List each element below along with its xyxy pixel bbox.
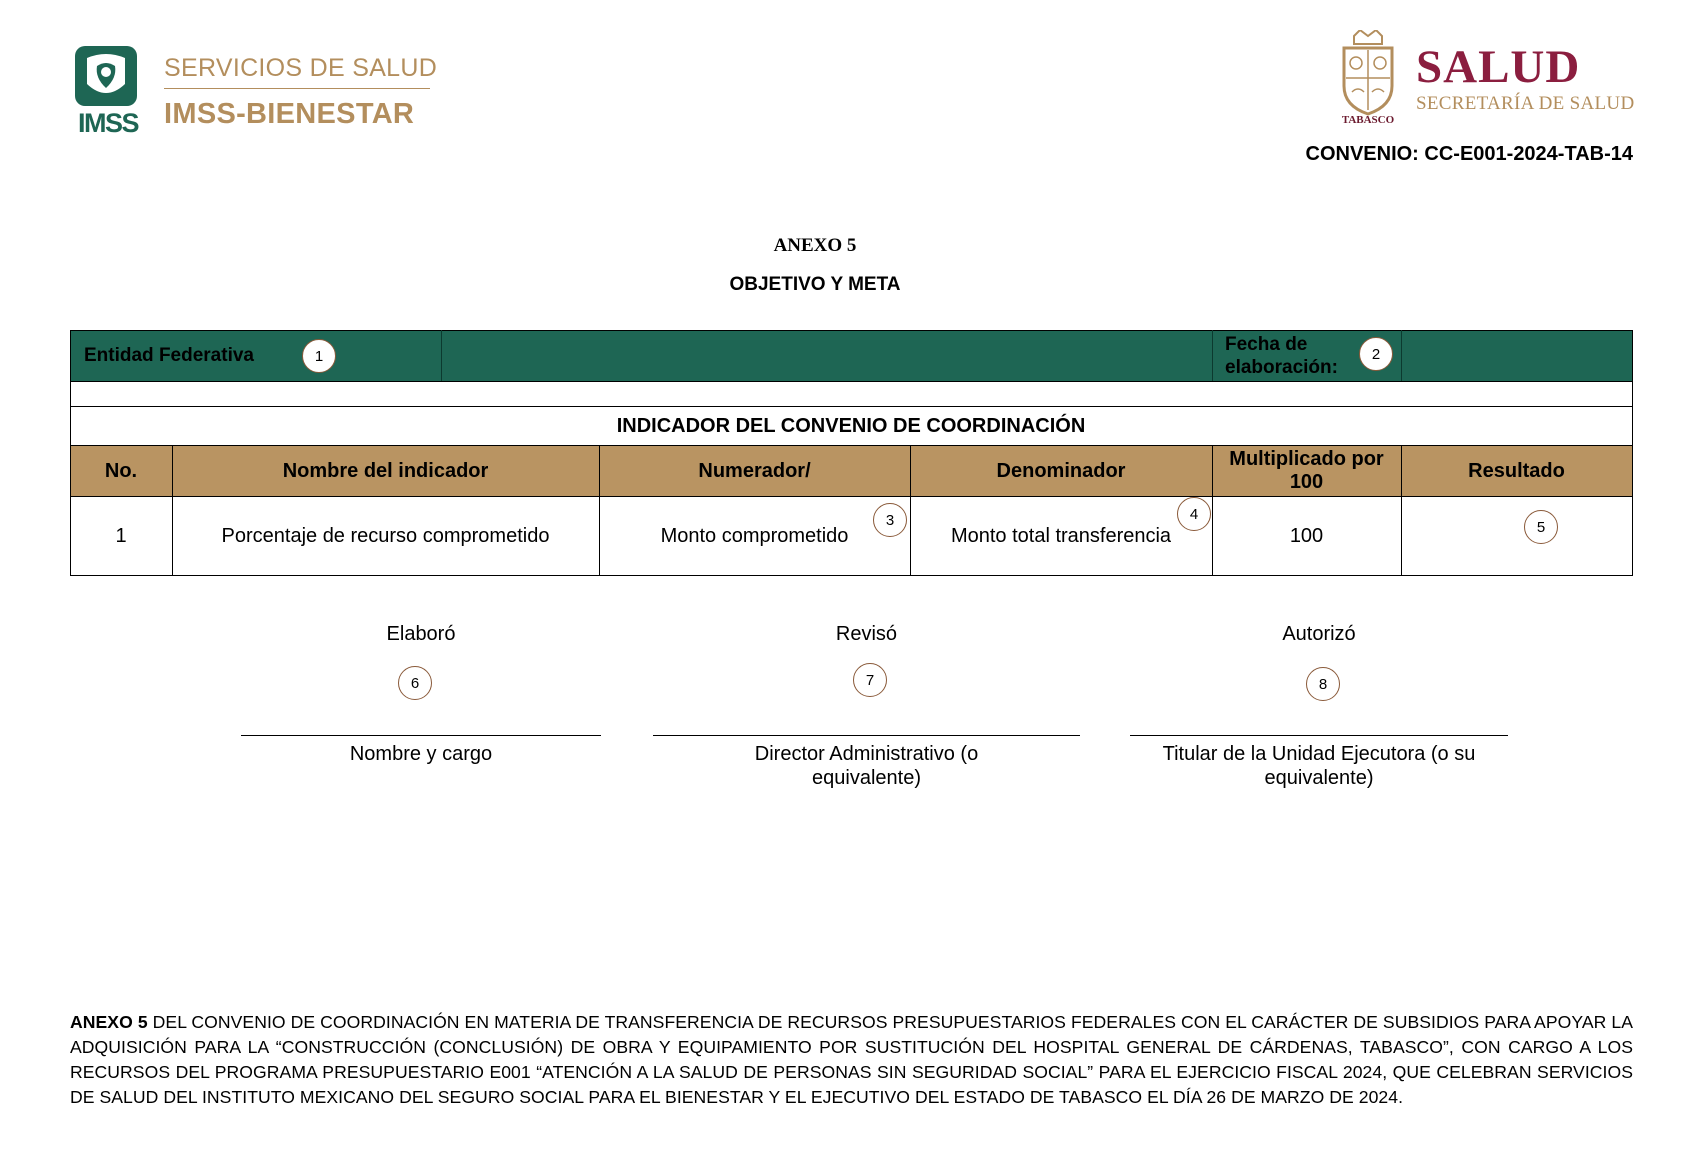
section-title: INDICADOR DEL CONVENIO DE COORDINACIÓN: [616, 414, 1086, 437]
salud-title: SALUD: [1416, 41, 1581, 93]
table-border: [1632, 330, 1633, 576]
marker-6: 6: [398, 666, 432, 700]
convenio-number: CONVENIO: CC-E001-2024-TAB-14: [1305, 143, 1633, 165]
column-header: Nombre del indicador: [282, 459, 489, 482]
salud-subtitle: SECRETARÍA DE SALUD: [1416, 93, 1635, 114]
crest-label: TABASCO: [1341, 114, 1395, 126]
table-border: [70, 330, 1633, 331]
signature-label-elaboro: Elaboró: [386, 623, 456, 645]
column-header: Resultado: [1468, 459, 1565, 482]
table-border: [1401, 445, 1402, 576]
table-cell: Monto total transferencia: [950, 524, 1172, 547]
annex-subtitle: OBJETIVO Y META: [729, 274, 901, 295]
tabasco-crest-icon: [1336, 30, 1400, 118]
signature-caption: Nombre y cargo: [349, 743, 493, 765]
table-cell: [1401, 497, 1632, 575]
marker-4: 4: [1177, 497, 1211, 531]
brand-line-services: SERVICIOS DE SALUD: [164, 54, 438, 82]
signature-caption: Titular de la Unidad Ejecutora (o su equivalente): [1162, 743, 1476, 789]
marker-7: 7: [853, 663, 887, 697]
table-border: [1212, 330, 1213, 381]
imss-logo-text: IMSS: [77, 108, 139, 136]
imss-logo: [73, 44, 143, 136]
signature-line: [653, 735, 1080, 736]
table-border: [1401, 330, 1402, 381]
marker-3: 3: [873, 503, 907, 537]
marker-5: 5: [1524, 510, 1558, 544]
table-cell: Porcentaje de recurso comprometido: [221, 524, 550, 547]
column-header: Multiplicado por 100: [1229, 448, 1384, 493]
table-border: [70, 445, 1633, 446]
signature-caption: Director Administrativo (o equivalente): [754, 743, 979, 789]
table-border: [910, 445, 911, 576]
footer-note: [70, 1010, 1633, 1110]
entity-label: Entidad Federativa: [84, 345, 254, 366]
signature-label-reviso: Revisó: [835, 623, 898, 645]
signature-label-autorizo: Autorizó: [1282, 623, 1356, 645]
table-border: [70, 381, 1633, 382]
table-cell: 1: [115, 524, 127, 547]
column-header: No.: [104, 459, 138, 482]
table-border: [1212, 445, 1213, 576]
date-label: Fecha de elaboración:: [1225, 334, 1338, 378]
marker-1: 1: [302, 339, 336, 373]
annex-title: ANEXO 5: [773, 235, 857, 256]
marker-2: 2: [1359, 337, 1393, 371]
footer-text: DEL CONVENIO DE COORDINACIÓN EN MATERIA DE TRANSFERENCIA DE RECURSOS PRESUPUESTARIOS FEDERALES CON EL CARÁCTER DE SUBSIDIOS PARA APOYAR LA ADQUISICIÓN PARA LA “CONSTRUCCIÓN (CONCLUSIÓN) DE OBRA Y EQUIPAMIENTO POR SUSTITUCIÓN DEL HOSPITAL GENERAL DE CÁRDENAS, TABASCO”, CON CARGO A LOS RECURSOS DEL PROGRAMA PRESUPUESTARIO E001 “ATENCIÓN A LA SALUD DE PERSONAS SIN SEGURIDAD SOCIAL” PARA EL EJERCICIO FISCAL 2024, QUE CELEBRAN SERVICIOS DE SALUD DEL INSTITUTO MEXICANO DEL SEGURO SOCIAL PARA EL BIENESTAR Y EL EJECUTIVO DEL ESTADO DE TABASCO EL DÍA 26 DE MARZO DE 2024.: [70, 1012, 1633, 1107]
table-border: [70, 330, 71, 576]
table-cell: 100: [1289, 524, 1324, 547]
column-header: Numerador/: [698, 459, 811, 482]
table-border: [599, 445, 600, 576]
table-border: [70, 496, 1633, 497]
signature-line: [1130, 735, 1508, 736]
signature-line: [241, 735, 601, 736]
table-border: [70, 575, 1633, 576]
marker-8: 8: [1306, 667, 1340, 701]
table-border: [172, 445, 173, 576]
table-cell: Monto comprometido: [660, 524, 849, 547]
brand-divider: [164, 88, 430, 89]
table-border: [441, 330, 442, 381]
footer-lead: ANEXO 5: [70, 1012, 148, 1032]
table-border: [70, 406, 1633, 407]
brand-line-imss-bienestar: IMSS-BIENESTAR: [164, 98, 415, 130]
column-header: Denominador: [996, 459, 1126, 482]
